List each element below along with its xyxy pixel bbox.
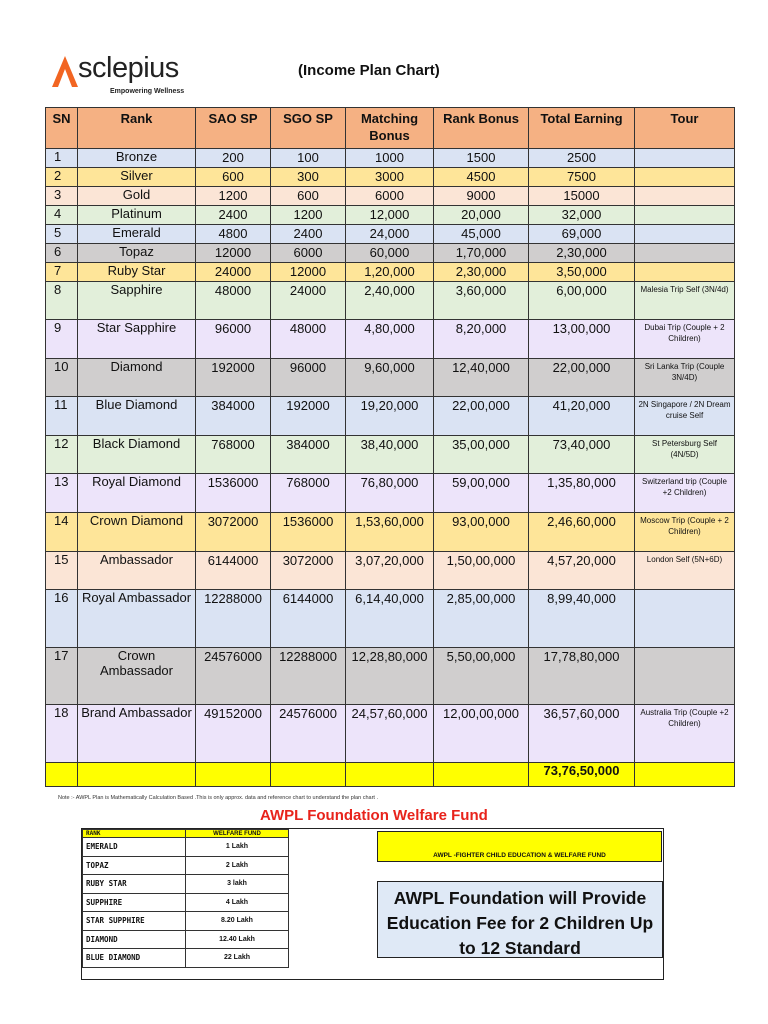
- cell-rank-bonus: 93,00,000: [434, 513, 529, 552]
- header-tour: Tour: [635, 108, 735, 149]
- cell-tour: Switzerland trip (Couple +2 Children): [635, 474, 735, 513]
- cell-matching: 6000: [346, 187, 434, 206]
- table-row: [46, 225, 735, 244]
- cell-tour: [635, 263, 735, 282]
- fund-header-rank: RANK: [83, 830, 186, 838]
- cell-sao: 49152000: [196, 705, 271, 763]
- welfare-banner-text: AWPL -FIGHTER CHILD EDUCATION & WELFARE FUND: [433, 852, 606, 859]
- cell-rank: Sapphire: [78, 282, 196, 320]
- table-row: [46, 648, 735, 705]
- cell-total: 22,00,000: [529, 359, 635, 397]
- table-row: [46, 590, 735, 648]
- cell-total: 41,20,000: [529, 397, 635, 436]
- cell-sn: 7: [46, 263, 78, 282]
- cell-sao: 1536000: [196, 474, 271, 513]
- cell-total: 73,40,000: [529, 436, 635, 474]
- welfare-fund-section: [81, 828, 664, 980]
- cell-rank: Platinum: [78, 206, 196, 225]
- fund-amount: 8.20 Lakh: [186, 912, 289, 931]
- table-row: [46, 244, 735, 263]
- cell-sgo: 12000: [271, 263, 346, 282]
- cell-sn: 13: [46, 474, 78, 513]
- table-row: [46, 149, 735, 168]
- cell-rank-bonus: 20,000: [434, 206, 529, 225]
- cell-sgo: 100: [271, 149, 346, 168]
- cell-matching: 24,57,60,000: [346, 705, 434, 763]
- cell-rank-bonus: 3,60,000: [434, 282, 529, 320]
- table-row: [46, 168, 735, 187]
- fund-header-row: [83, 830, 289, 838]
- cell-sn: 6: [46, 244, 78, 263]
- cell-total: 2,30,000: [529, 244, 635, 263]
- cell-sao: 6144000: [196, 552, 271, 590]
- logo-wordmark: sclepius: [78, 52, 179, 84]
- cell-total: 2,46,60,000: [529, 513, 635, 552]
- table-row: [46, 436, 735, 474]
- cell-matching: 9,60,000: [346, 359, 434, 397]
- cell-sao: 600: [196, 168, 271, 187]
- cell-tour: Dubai Trip (Couple + 2 Children): [635, 320, 735, 359]
- table-row: [46, 397, 735, 436]
- logo-tagline: Empowering Wellness: [110, 88, 185, 95]
- cell-sn: 4: [46, 206, 78, 225]
- cell-rank: Silver: [78, 168, 196, 187]
- cell-sn: 16: [46, 590, 78, 648]
- fund-header-welfare: WELFARE FUND: [186, 830, 289, 838]
- cell-sgo: 12288000: [271, 648, 346, 705]
- cell-rank: Brand Ambassador: [78, 705, 196, 763]
- cell-sao: 200: [196, 149, 271, 168]
- fund-rank: DIAMOND: [83, 930, 186, 949]
- cell-matching: 1,20,000: [346, 263, 434, 282]
- education-message: AWPL Foundation will Provide Education Fee for 2 Children Up to 12 Standard: [386, 888, 654, 958]
- cell-sgo: 2400: [271, 225, 346, 244]
- cell-sn: 5: [46, 225, 78, 244]
- cell-total: 3,50,000: [529, 263, 635, 282]
- cell-rank-bonus: 22,00,000: [434, 397, 529, 436]
- table-row: [46, 513, 735, 552]
- header-sn: SN: [46, 108, 78, 149]
- cell-rank: Crown Diamond: [78, 513, 196, 552]
- cell-sgo: 192000: [271, 397, 346, 436]
- cell-rank-bonus: 9000: [434, 187, 529, 206]
- fund-rank: BLUE DIAMOND: [83, 949, 186, 968]
- cell-rank: Ruby Star: [78, 263, 196, 282]
- table-row: [46, 320, 735, 359]
- cell-tour: 2N Singapore / 2N Dream cruise Self: [635, 397, 735, 436]
- cell-sgo: 48000: [271, 320, 346, 359]
- cell-sao: 2400: [196, 206, 271, 225]
- cell-tour: Malesia Trip Self (3N/4d): [635, 282, 735, 320]
- cell-sn: 8: [46, 282, 78, 320]
- cell-matching: 12,28,80,000: [346, 648, 434, 705]
- cell-rank: Gold: [78, 187, 196, 206]
- cell-sgo: 384000: [271, 436, 346, 474]
- cell-sn: 18: [46, 705, 78, 763]
- cell-rank: Star Sapphire: [78, 320, 196, 359]
- table-row: [46, 187, 735, 206]
- table-row: [46, 474, 735, 513]
- cell-tour: London Self (5N+6D): [635, 552, 735, 590]
- fund-row: [83, 838, 289, 857]
- cell-sao: 4800: [196, 225, 271, 244]
- cell-sgo: 6000: [271, 244, 346, 263]
- cell-total: 6,00,000: [529, 282, 635, 320]
- cell-sgo: 300: [271, 168, 346, 187]
- cell-sgo: 3072000: [271, 552, 346, 590]
- cell-rank-bonus: 5,50,00,000: [434, 648, 529, 705]
- cell-total: 32,000: [529, 206, 635, 225]
- fund-row: [83, 893, 289, 912]
- header-matching-bonus: Matching Bonus: [346, 108, 434, 149]
- cell-rank-bonus: 59,00,000: [434, 474, 529, 513]
- cell-sgo: 24576000: [271, 705, 346, 763]
- cell-total: 8,99,40,000: [529, 590, 635, 648]
- header-rank-bonus: Rank Bonus: [434, 108, 529, 149]
- fund-amount: 3 lakh: [186, 875, 289, 894]
- fund-rank: RUBY STAR: [83, 875, 186, 894]
- fund-row: [83, 912, 289, 931]
- cell-sn: 14: [46, 513, 78, 552]
- table-row: [46, 206, 735, 225]
- cell-rank-bonus: 1500: [434, 149, 529, 168]
- cell-sn: 15: [46, 552, 78, 590]
- cell-sgo: 1536000: [271, 513, 346, 552]
- cell-sn: 1: [46, 149, 78, 168]
- header-total-earning: Total Earning: [529, 108, 635, 149]
- cell-total: 13,00,000: [529, 320, 635, 359]
- fund-rank: EMERALD: [83, 838, 186, 857]
- cell-sn: 11: [46, 397, 78, 436]
- cell-sn: 17: [46, 648, 78, 705]
- cell-rank: Blue Diamond: [78, 397, 196, 436]
- cell-total: 2500: [529, 149, 635, 168]
- fund-amount: 4 Lakh: [186, 893, 289, 912]
- cell-rank-bonus: 4500: [434, 168, 529, 187]
- cell-total: 15000: [529, 187, 635, 206]
- fund-rank: STAR SUPPHIRE: [83, 912, 186, 931]
- table-row: [46, 263, 735, 282]
- cell-matching: 76,80,000: [346, 474, 434, 513]
- table-row: [46, 552, 735, 590]
- cell-sao: 24576000: [196, 648, 271, 705]
- table-row: [46, 359, 735, 397]
- cell-sao: 3072000: [196, 513, 271, 552]
- cell-tour: [635, 187, 735, 206]
- cell-rank: Bronze: [78, 149, 196, 168]
- cell-sao: 96000: [196, 320, 271, 359]
- cell-matching: 38,40,000: [346, 436, 434, 474]
- cell-rank-bonus: 2,30,000: [434, 263, 529, 282]
- page-title: (Income Plan Chart): [298, 62, 440, 79]
- fund-amount: 2 Lakh: [186, 856, 289, 875]
- cell-rank-bonus: 1,70,000: [434, 244, 529, 263]
- cell-tour: [635, 149, 735, 168]
- cell-sao: 192000: [196, 359, 271, 397]
- cell-sgo: 600: [271, 187, 346, 206]
- welfare-fund-title: AWPL Foundation Welfare Fund: [260, 807, 488, 824]
- header-sao-sp: SAO SP: [196, 108, 271, 149]
- income-plan-table: [45, 107, 735, 787]
- cell-matching: 3,07,20,000: [346, 552, 434, 590]
- cell-total: 69,000: [529, 225, 635, 244]
- fund-amount: 22 Lakh: [186, 949, 289, 968]
- cell-sn: 10: [46, 359, 78, 397]
- cell-matching: 60,000: [346, 244, 434, 263]
- cell-rank-bonus: 2,85,00,000: [434, 590, 529, 648]
- cell-tour: [635, 168, 735, 187]
- cell-tour: [635, 648, 735, 705]
- cell-tour: Australia Trip (Couple +2 Children): [635, 705, 735, 763]
- header-sgo-sp: SGO SP: [271, 108, 346, 149]
- cell-sgo: 96000: [271, 359, 346, 397]
- cell-rank-bonus: 12,40,000: [434, 359, 529, 397]
- cell-tour: Sri Lanka Trip (Couple 3N/4D): [635, 359, 735, 397]
- cell-rank-bonus: 8,20,000: [434, 320, 529, 359]
- cell-sn: 9: [46, 320, 78, 359]
- cell-sgo: 1200: [271, 206, 346, 225]
- cell-tour: [635, 590, 735, 648]
- disclaimer-note: Note :- AWPL Plan is Mathematically Calculation Based .This is only approx. data and reference chart to understand the plan chart .: [58, 795, 378, 801]
- cell-total: 36,57,60,000: [529, 705, 635, 763]
- cell-sao: 48000: [196, 282, 271, 320]
- cell-total: 1,35,80,000: [529, 474, 635, 513]
- cell-rank-bonus: 45,000: [434, 225, 529, 244]
- cell-rank: Royal Ambassador: [78, 590, 196, 648]
- cell-matching: 24,000: [346, 225, 434, 244]
- fund-amount: 12.40 Lakh: [186, 930, 289, 949]
- cell-sn: 3: [46, 187, 78, 206]
- cell-total: 4,57,20,000: [529, 552, 635, 590]
- cell-rank: Royal Diamond: [78, 474, 196, 513]
- fund-row: [83, 949, 289, 968]
- cell-rank: Topaz: [78, 244, 196, 263]
- cell-matching: 19,20,000: [346, 397, 434, 436]
- cell-sn: 2: [46, 168, 78, 187]
- cell-sgo: 24000: [271, 282, 346, 320]
- cell-rank: Diamond: [78, 359, 196, 397]
- fund-row: [83, 875, 289, 894]
- table-row: [46, 282, 735, 320]
- cell-total: 7500: [529, 168, 635, 187]
- cell-rank-bonus: 35,00,000: [434, 436, 529, 474]
- cell-rank-bonus: 12,00,00,000: [434, 705, 529, 763]
- header-rank: Rank: [78, 108, 196, 149]
- cell-matching: 12,000: [346, 206, 434, 225]
- welfare-banner: [377, 831, 662, 862]
- fund-row: [83, 930, 289, 949]
- cell-sao: 1200: [196, 187, 271, 206]
- cell-rank: Emerald: [78, 225, 196, 244]
- cell-sgo: 6144000: [271, 590, 346, 648]
- cell-tour: St Petersburg Self (4N/5D): [635, 436, 735, 474]
- cell-matching: 1,53,60,000: [346, 513, 434, 552]
- fund-amount: 1 Lakh: [186, 838, 289, 857]
- cell-total: 17,78,80,000: [529, 648, 635, 705]
- cell-rank: Black Diamond: [78, 436, 196, 474]
- fund-rank: TOPAZ: [83, 856, 186, 875]
- cell-tour: Moscow Trip (Couple + 2 Children): [635, 513, 735, 552]
- grand-total-value: 73,76,50,000: [529, 763, 635, 787]
- cell-tour: [635, 244, 735, 263]
- cell-matching: 1000: [346, 149, 434, 168]
- cell-tour: [635, 225, 735, 244]
- cell-matching: 6,14,40,000: [346, 590, 434, 648]
- logo-a-mark-icon: [50, 54, 80, 88]
- cell-rank: Ambassador: [78, 552, 196, 590]
- cell-sgo: 768000: [271, 474, 346, 513]
- fund-row: [83, 856, 289, 875]
- education-message-box: [377, 881, 663, 958]
- cell-tour: [635, 206, 735, 225]
- cell-matching: 3000: [346, 168, 434, 187]
- cell-matching: 2,40,000: [346, 282, 434, 320]
- table-header-row: [46, 108, 735, 149]
- cell-sn: 12: [46, 436, 78, 474]
- cell-sao: 12000: [196, 244, 271, 263]
- cell-sao: 768000: [196, 436, 271, 474]
- welfare-fund-table: [82, 829, 289, 968]
- cell-rank-bonus: 1,50,00,000: [434, 552, 529, 590]
- cell-sao: 24000: [196, 263, 271, 282]
- table-row: [46, 705, 735, 763]
- cell-matching: 4,80,000: [346, 320, 434, 359]
- grand-total-row: [46, 763, 735, 787]
- cell-sao: 384000: [196, 397, 271, 436]
- brand-logo: [50, 52, 200, 98]
- cell-sao: 12288000: [196, 590, 271, 648]
- fund-rank: SUPPHIRE: [83, 893, 186, 912]
- cell-rank: Crown Ambassador: [78, 648, 196, 705]
